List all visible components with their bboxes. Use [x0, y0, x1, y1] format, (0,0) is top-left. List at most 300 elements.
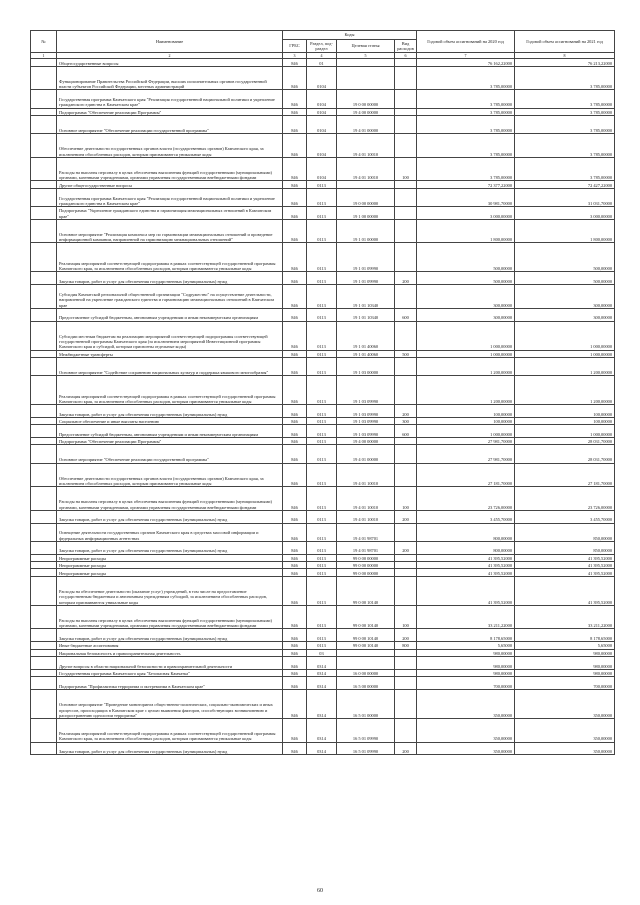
row-grbs-cell: 846	[283, 562, 307, 569]
row-sum-2020-cell: 1 800,00000	[417, 219, 515, 243]
row-sum-2020-cell: 72 377,22000	[417, 181, 515, 188]
table-row	[31, 321, 615, 350]
row-num-cell	[31, 134, 57, 158]
row-name-cell: Государственная программа Камчатского края "Безопасная Камчатка"	[57, 669, 283, 676]
row-sum-2020-cell: 350,00000	[417, 742, 515, 755]
row-sum-2020-cell: 350,00000	[417, 718, 515, 742]
row-name-cell: Реализация мероприятий соответствующей подпрограммы в рамках соответствующей государственной программы Камчатского края, за исключением обособленных расходов, которым присваиваются уникальные коды	[57, 718, 283, 742]
row-vid-cell	[395, 115, 417, 133]
row-sum-2021-cell: 980,00000	[515, 656, 615, 669]
row-razdel-cell: 0113	[307, 510, 337, 523]
row-sum-2021-cell: 980,00000	[515, 669, 615, 676]
row-vid-cell: 100	[395, 487, 417, 511]
row-vid-cell: 200	[395, 405, 417, 418]
row-sum-2020-cell: 500,00000	[417, 272, 515, 285]
row-name-cell: Расходы на выплаты персоналу в целях обеспечения выполнения функций государственными (муниципальными) органами, казенными учреждениями, органами управления государственными внебюджетными фондами	[57, 157, 283, 181]
row-sum-2021-cell: 3 785,00000	[515, 66, 615, 90]
row-tselevaya-cell: 19 1 01 10340	[337, 308, 395, 321]
row-sum-2020-cell: 3 785,00000	[417, 66, 515, 90]
row-sum-2021-cell: 500,00000	[515, 243, 615, 272]
row-name-cell: Основное мероприятие "Проведение мониторинга общественно-политических, социально-экономических и иных процессов, происходящих в Камчатском крае с целью выявления факторов, способствующих возникновению и распространению идеологии терроризма"	[57, 689, 283, 718]
row-sum-2021-cell: 850,00000	[515, 523, 615, 541]
row-razdel-cell: 0113	[307, 642, 337, 649]
row-tselevaya-cell: 19 4 00 00000	[337, 108, 395, 115]
row-tselevaya-cell: 19 4 01 00000	[337, 445, 395, 463]
table-row	[31, 66, 615, 90]
row-grbs-cell: 846	[283, 656, 307, 669]
row-num-cell	[31, 417, 57, 424]
table-row	[31, 206, 615, 219]
row-grbs-cell: 846	[283, 510, 307, 523]
row-sum-2020-cell: 5,65000	[417, 642, 515, 649]
row-tselevaya-cell: 19 1 03 09990	[337, 417, 395, 424]
row-razdel-cell: 0113	[307, 605, 337, 629]
row-tselevaya-cell: 19 4 01 10010	[337, 487, 395, 511]
header-tselevaya: Целевая статья	[337, 40, 395, 53]
row-sum-2020-cell: 300,00000	[417, 308, 515, 321]
row-num-cell	[31, 689, 57, 718]
colnum: 3	[283, 53, 307, 59]
header-grbs: ГРБС	[283, 40, 307, 53]
row-razdel-cell: 0113	[307, 562, 337, 569]
row-grbs-cell: 846	[283, 629, 307, 642]
table-row	[31, 357, 615, 375]
row-vid-cell	[395, 321, 417, 350]
row-sum-2020-cell: 27 181,70000	[417, 463, 515, 487]
row-sum-2020-cell: 800,00000	[417, 523, 515, 541]
table-row	[31, 629, 615, 642]
row-razdel-cell: 0113	[307, 554, 337, 561]
table-row	[31, 134, 615, 158]
table-row	[31, 523, 615, 541]
table-row	[31, 417, 615, 424]
row-sum-2020-cell: 3 455,70000	[417, 510, 515, 523]
row-grbs-cell: 846	[283, 689, 307, 718]
row-grbs-cell: 846	[283, 487, 307, 511]
row-sum-2020-cell: 3 000,00000	[417, 206, 515, 219]
row-tselevaya-cell: 19 1 01 09990	[337, 243, 395, 272]
row-vid-cell	[395, 376, 417, 405]
row-tselevaya-cell: 16 5 01 09990	[337, 742, 395, 755]
row-name-cell: Реализация мероприятий соответствующей подпрограммы в рамках соответствующей государственной программы Камчатского края, за исключением обособленных расходов, которым присваиваются уникальные коды	[57, 243, 283, 272]
row-grbs-cell: 846	[283, 134, 307, 158]
row-sum-2020-cell: 41 395,52000	[417, 554, 515, 561]
table-row	[31, 605, 615, 629]
row-sum-2020-cell: 300,00000	[417, 285, 515, 309]
row-razdel-cell: 0104	[307, 134, 337, 158]
row-tselevaya-cell: 19 4 00 00000	[337, 438, 395, 445]
row-razdel-cell: 0113	[307, 357, 337, 375]
row-vid-cell	[395, 134, 417, 158]
row-vid-cell	[395, 59, 417, 66]
row-sum-2021-cell: 3 785,00000	[515, 108, 615, 115]
row-vid-cell	[395, 649, 417, 656]
row-grbs-cell: 846	[283, 59, 307, 66]
row-sum-2021-cell: 5,65000	[515, 642, 615, 649]
row-num-cell	[31, 718, 57, 742]
row-num-cell	[31, 405, 57, 418]
table-row	[31, 405, 615, 418]
row-name-cell: Подпрограмма "Укрепление гражданского единства и гармонизация межнациональных отношений в Камчатском крае"	[57, 206, 283, 219]
table-header	[31, 31, 615, 59]
row-name-cell: Основное мероприятие "Содействие сохранению национальных культур и поддержка языкового многообразия"	[57, 357, 283, 375]
table-row	[31, 718, 615, 742]
row-tselevaya-cell: 19 1 00 00000	[337, 206, 395, 219]
row-vid-cell	[395, 188, 417, 206]
row-razdel-cell: 0113	[307, 376, 337, 405]
row-sum-2021-cell: 500,00000	[515, 272, 615, 285]
row-grbs-cell: 846	[283, 108, 307, 115]
row-name-cell: Освещение деятельности государственных органов Камчатского края в средствах массовой информации и федеральных информационных агентствах	[57, 523, 283, 541]
row-vid-cell	[395, 445, 417, 463]
row-sum-2020-cell: 41 395,52000	[417, 569, 515, 576]
row-vid-cell	[395, 108, 417, 115]
row-sum-2020-cell: 1 200,00000	[417, 357, 515, 375]
row-num-cell	[31, 243, 57, 272]
row-num-cell	[31, 206, 57, 219]
row-sum-2021-cell: 1 200,00000	[515, 357, 615, 375]
row-tselevaya-cell	[337, 656, 395, 669]
row-vid-cell	[395, 677, 417, 690]
row-razdel-cell: 0104	[307, 108, 337, 115]
row-grbs-cell: 846	[283, 308, 307, 321]
row-num-cell	[31, 463, 57, 487]
row-razdel-cell: 0314	[307, 718, 337, 742]
row-grbs-cell: 846	[283, 669, 307, 676]
row-num-cell	[31, 569, 57, 576]
row-name-cell: Закупка товаров, работ и услуг для обеспечения государственных (муниципальных) нужд	[57, 629, 283, 642]
row-vid-cell	[395, 523, 417, 541]
row-sum-2020-cell: 41 395,52000	[417, 576, 515, 605]
row-name-cell: Межбюджетные трансферты	[57, 350, 283, 357]
row-vid-cell	[395, 689, 417, 718]
row-vid-cell: 800	[395, 642, 417, 649]
row-name-cell: Государственная программа Камчатского края "Реализация государственной национальной политики и укрепление гражданского единства в Камчатском крае"	[57, 90, 283, 108]
row-tselevaya-cell: 19 4 01 10010	[337, 134, 395, 158]
table-row	[31, 219, 615, 243]
row-sum-2021-cell: 27 181,70000	[515, 463, 615, 487]
row-razdel-cell: 0113	[307, 523, 337, 541]
table-row	[31, 376, 615, 405]
row-sum-2020-cell: 27 981,70000	[417, 445, 515, 463]
table-row	[31, 90, 615, 108]
row-grbs-cell: 846	[283, 405, 307, 418]
row-name-cell: Функционирование Правительства Российской Федерации, высших исполнительных органов государственной власти субъектов Российской Федерации, местных администраций	[57, 66, 283, 90]
row-tselevaya-cell: 19 4 01 00000	[337, 115, 395, 133]
table-row	[31, 181, 615, 188]
row-vid-cell: 100	[395, 157, 417, 181]
row-tselevaya-cell: 16 5 01 09990	[337, 718, 395, 742]
row-num-cell	[31, 649, 57, 656]
row-sum-2021-cell: 1 000,00000	[515, 350, 615, 357]
row-razdel-cell: 0314	[307, 677, 337, 690]
row-razdel-cell: 0113	[307, 541, 337, 554]
row-num-cell	[31, 181, 57, 188]
row-vid-cell	[395, 554, 417, 561]
row-grbs-cell: 846	[283, 605, 307, 629]
row-sum-2021-cell: 3 785,00000	[515, 134, 615, 158]
row-grbs-cell: 846	[283, 285, 307, 309]
row-tselevaya-cell: 99 0 00 10140	[337, 642, 395, 649]
row-tselevaya-cell: 19 1 03 09990	[337, 376, 395, 405]
row-razdel-cell: 0113	[307, 487, 337, 511]
row-sum-2020-cell: 1 000,00000	[417, 425, 515, 438]
row-razdel-cell: 0104	[307, 90, 337, 108]
row-name-cell: Непрограммные расходы	[57, 569, 283, 576]
row-num-cell	[31, 425, 57, 438]
row-name-cell: Основное мероприятие "Обеспечение реализации государственной программы"	[57, 115, 283, 133]
row-grbs-cell: 846	[283, 243, 307, 272]
row-sum-2020-cell: 1 000,00000	[417, 350, 515, 357]
row-name-cell: Субсидии местным бюджетам на реализацию мероприятий соответствующей подпрограммы соответствующей государственной программы Камчатского края (за исключением мероприятий Инвестиционной программы Камчатского края и субсидий, которым присвоены отдельные коды)	[57, 321, 283, 350]
table-row	[31, 742, 615, 755]
table-row	[31, 656, 615, 669]
row-tselevaya-cell: 16 0 00 00000	[337, 669, 395, 676]
table-row	[31, 425, 615, 438]
row-sum-2020-cell: 3 785,00000	[417, 134, 515, 158]
row-vid-cell	[395, 357, 417, 375]
row-sum-2020-cell: 3 785,00000	[417, 115, 515, 133]
row-razdel-cell: 0113	[307, 243, 337, 272]
row-grbs-cell: 846	[283, 272, 307, 285]
row-sum-2021-cell: 1 000,00000	[515, 321, 615, 350]
row-sum-2021-cell: 700,00000	[515, 677, 615, 690]
table-row	[31, 649, 615, 656]
row-grbs-cell: 846	[283, 206, 307, 219]
row-vid-cell: 100	[395, 605, 417, 629]
row-tselevaya-cell	[337, 66, 395, 90]
table-row	[31, 308, 615, 321]
row-grbs-cell: 846	[283, 321, 307, 350]
row-tselevaya-cell: 99 0 00 00000	[337, 562, 395, 569]
row-tselevaya-cell: 16 5 01 00000	[337, 689, 395, 718]
row-vid-cell	[395, 718, 417, 742]
row-grbs-cell: 846	[283, 417, 307, 424]
row-grbs-cell: 846	[283, 350, 307, 357]
row-sum-2020-cell: 23 726,00000	[417, 487, 515, 511]
row-name-cell: Другие общегосударственные вопросы	[57, 181, 283, 188]
table-row	[31, 285, 615, 309]
colnum: 5	[337, 53, 395, 59]
row-razdel-cell: 0113	[307, 321, 337, 350]
row-sum-2020-cell: 27 981,70000	[417, 438, 515, 445]
row-name-cell: Закупка товаров, работ и услуг для обеспечения государственных (муниципальных) нужд	[57, 742, 283, 755]
row-vid-cell	[395, 463, 417, 487]
row-num-cell	[31, 554, 57, 561]
row-tselevaya-cell	[337, 649, 395, 656]
row-sum-2021-cell: 33 211,22000	[515, 605, 615, 629]
row-grbs-cell: 846	[283, 157, 307, 181]
row-razdel-cell: 0113	[307, 629, 337, 642]
row-sum-2020-cell: 500,00000	[417, 243, 515, 272]
table-row	[31, 689, 615, 718]
row-vid-cell	[395, 243, 417, 272]
row-sum-2021-cell: 76 213,22000	[515, 59, 615, 66]
table-row	[31, 642, 615, 649]
page-number: 60	[317, 888, 323, 894]
row-vid-cell: 200	[395, 272, 417, 285]
row-name-cell: Общегосударственные вопросы	[57, 59, 283, 66]
row-num-cell	[31, 669, 57, 676]
row-sum-2021-cell: 1 800,00000	[515, 219, 615, 243]
row-sum-2021-cell: 300,00000	[515, 308, 615, 321]
row-num-cell	[31, 642, 57, 649]
row-tselevaya-cell	[337, 59, 395, 66]
row-tselevaya-cell: 19 4 01 10010	[337, 463, 395, 487]
row-vid-cell	[395, 669, 417, 676]
row-name-cell: Закупка товаров, работ и услуг для обеспечения государственных (муниципальных) нужд	[57, 405, 283, 418]
row-grbs-cell: 846	[283, 181, 307, 188]
row-sum-2020-cell: 980,00000	[417, 656, 515, 669]
row-razdel-cell: 0113	[307, 308, 337, 321]
colnum: 2	[57, 53, 283, 59]
table-row	[31, 445, 615, 463]
row-grbs-cell: 846	[283, 742, 307, 755]
row-num-cell	[31, 157, 57, 181]
row-sum-2020-cell: 100,00000	[417, 417, 515, 424]
row-name-cell: Основное мероприятие "Обеспечение реализации государственной программы"	[57, 445, 283, 463]
row-razdel-cell: 0113	[307, 350, 337, 357]
row-razdel-cell: 03	[307, 649, 337, 656]
row-num-cell	[31, 742, 57, 755]
row-sum-2020-cell: 76 162,22000	[417, 59, 515, 66]
row-tselevaya-cell: 19 0 00 00000	[337, 90, 395, 108]
row-vid-cell: 600	[395, 308, 417, 321]
row-vid-cell	[395, 219, 417, 243]
row-razdel-cell: 0104	[307, 115, 337, 133]
table-row	[31, 115, 615, 133]
table-row	[31, 541, 615, 554]
header-vid: Вид расходов	[395, 40, 417, 53]
row-grbs-cell: 846	[283, 376, 307, 405]
row-sum-2021-cell: 41 395,52000	[515, 554, 615, 561]
row-num-cell	[31, 90, 57, 108]
row-sum-2021-cell: 41 395,52000	[515, 569, 615, 576]
row-sum-2021-cell: 3 455,70000	[515, 510, 615, 523]
row-sum-2021-cell: 1 200,00000	[515, 376, 615, 405]
row-name-cell: Другие вопросы в области национальной безопасности и правоохранительной деятельности	[57, 656, 283, 669]
row-grbs-cell: 846	[283, 438, 307, 445]
row-num-cell	[31, 59, 57, 66]
row-grbs-cell: 846	[283, 523, 307, 541]
colnum: 4	[307, 53, 337, 59]
row-razdel-cell: 0104	[307, 157, 337, 181]
row-sum-2021-cell: 300,00000	[515, 285, 615, 309]
row-sum-2021-cell: 850,00000	[515, 541, 615, 554]
row-vid-cell	[395, 438, 417, 445]
row-grbs-cell: 846	[283, 541, 307, 554]
row-tselevaya-cell: 19 1 03 09990	[337, 405, 395, 418]
row-sum-2021-cell: 28 031,70000	[515, 445, 615, 463]
row-razdel-cell: 01	[307, 59, 337, 66]
row-sum-2020-cell: 3 785,00000	[417, 157, 515, 181]
row-name-cell: Предоставление субсидий бюджетным, автономным учреждениям и иным некоммерческим организациям	[57, 308, 283, 321]
row-tselevaya-cell	[337, 181, 395, 188]
row-num-cell	[31, 272, 57, 285]
table-row	[31, 569, 615, 576]
row-num-cell	[31, 219, 57, 243]
row-grbs-cell: 846	[283, 445, 307, 463]
row-sum-2020-cell: 1 200,00000	[417, 376, 515, 405]
row-vid-cell	[395, 206, 417, 219]
row-tselevaya-cell: 99 0 00 10140	[337, 576, 395, 605]
row-tselevaya-cell: 19 4 01 98701	[337, 523, 395, 541]
table-row	[31, 677, 615, 690]
row-grbs-cell: 846	[283, 569, 307, 576]
row-num-cell	[31, 350, 57, 357]
row-name-cell: Государственная программа Камчатского края "Реализация государственной национальной политики и укрепление гражданского единства в Камчатском крае"	[57, 188, 283, 206]
row-razdel-cell: 0113	[307, 188, 337, 206]
row-num-cell	[31, 629, 57, 642]
row-name-cell: Субсидия Камчатской региональной общественной организации "Содружество" на осуществление деятельности, направленной на укрепление гражданского единства и гармонизацию межнациональных отношений в Камчатском крае	[57, 285, 283, 309]
row-tselevaya-cell: 19 1 01 00000	[337, 219, 395, 243]
row-name-cell: Подпрограмма "Профилактика терроризма и экстремизма в Камчатском крае"	[57, 677, 283, 690]
row-razdel-cell: 0314	[307, 656, 337, 669]
row-razdel-cell: 0113	[307, 285, 337, 309]
row-tselevaya-cell: 19 1 01 10340	[337, 285, 395, 309]
row-name-cell: Социальное обеспечение и иные выплаты населению	[57, 417, 283, 424]
row-name-cell: Подпрограмма "Обеспечение реализации Программы"	[57, 108, 283, 115]
row-sum-2021-cell: 1 000,00000	[515, 425, 615, 438]
table-row	[31, 108, 615, 115]
table-row	[31, 438, 615, 445]
row-vid-cell: 600	[395, 425, 417, 438]
row-vid-cell	[395, 562, 417, 569]
row-razdel-cell: 0314	[307, 689, 337, 718]
row-name-cell: Непрограммные расходы	[57, 554, 283, 561]
row-sum-2020-cell: 8 178,65000	[417, 629, 515, 642]
row-name-cell: Национальная безопасность и правоохранительная деятельность	[57, 649, 283, 656]
row-num-cell	[31, 523, 57, 541]
row-sum-2021-cell: 23 726,00000	[515, 487, 615, 511]
row-name-cell: Обеспечение деятельности государственных органов власти (государственных органов) Камчатского края, за исключением обособленных расходов, которым присваиваются уникальные коды	[57, 134, 283, 158]
row-vid-cell: 500	[395, 350, 417, 357]
row-sum-2021-cell: 41 395,52000	[515, 562, 615, 569]
row-num-cell	[31, 510, 57, 523]
row-razdel-cell: 0314	[307, 742, 337, 755]
row-sum-2021-cell: 41 395,52000	[515, 576, 615, 605]
row-name-cell: Расходы на выплаты персоналу в целях обеспечения выполнения функций государственными (муниципальными) органами, казенными учреждениями, органами управления государственными внебюджетными фондами	[57, 605, 283, 629]
row-sum-2021-cell: 350,00000	[515, 742, 615, 755]
row-vid-cell: 200	[395, 510, 417, 523]
row-razdel-cell: 0113	[307, 569, 337, 576]
row-num-cell	[31, 108, 57, 115]
row-razdel-cell: 0113	[307, 445, 337, 463]
row-num-cell	[31, 541, 57, 554]
row-sum-2021-cell: 3 785,00000	[515, 157, 615, 181]
row-razdel-cell: 0113	[307, 272, 337, 285]
header-razdel: Раздел, под-раздел	[307, 40, 337, 53]
row-grbs-cell: 846	[283, 576, 307, 605]
budget-table	[30, 30, 615, 755]
row-tselevaya-cell: 19 0 00 00000	[337, 188, 395, 206]
row-razdel-cell: 0113	[307, 425, 337, 438]
row-name-cell: Основное мероприятие "Реализация комплекса мер по гармонизации межнациональных отношений и проведение информационной кампании, направленной на гармонизацию межнациональных отношений"	[57, 219, 283, 243]
table-row	[31, 576, 615, 605]
row-sum-2021-cell: 72 427,22000	[515, 181, 615, 188]
row-num-cell	[31, 66, 57, 90]
row-sum-2020-cell: 100,00000	[417, 405, 515, 418]
row-sum-2020-cell: 41 395,52000	[417, 562, 515, 569]
table-row	[31, 562, 615, 569]
row-tselevaya-cell: 19 4 01 10010	[337, 510, 395, 523]
row-name-cell: Закупка товаров, работ и услуг для обеспечения государственных (муниципальных) нужд	[57, 272, 283, 285]
row-sum-2021-cell: 3 000,00000	[515, 206, 615, 219]
row-razdel-cell: 0113	[307, 219, 337, 243]
row-sum-2020-cell: 700,00000	[417, 677, 515, 690]
row-name-cell: Реализация мероприятий соответствующей подпрограммы в рамках соответствующей государственной программы Камчатского края, за исключением обособленных расходов, которым присваиваются уникальные коды	[57, 376, 283, 405]
row-grbs-cell: 846	[283, 677, 307, 690]
